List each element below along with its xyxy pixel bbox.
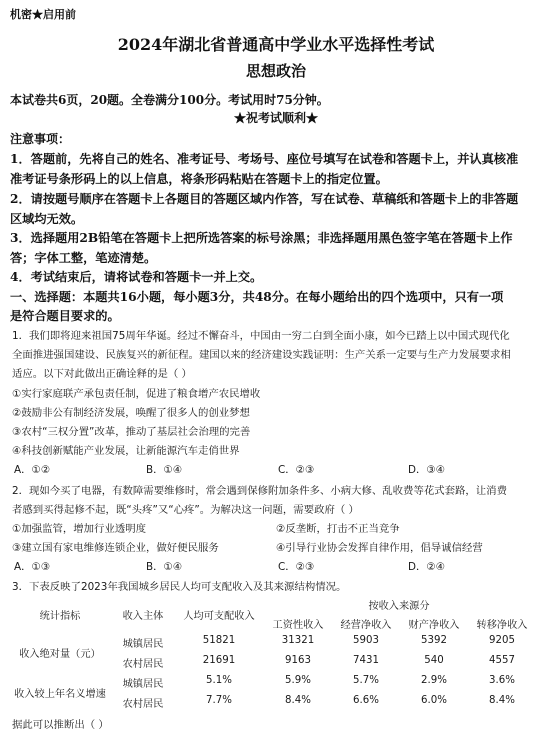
table-group-label: 收入绝对量（元）: [19, 649, 101, 660]
note-line: 2．请按题号顺序在答题卡上各题目的答题区域内作答，写在试卷、草稿纸和答题卡上的非答题: [10, 192, 519, 206]
good-luck-wish: ★祝考试顺利★: [233, 111, 318, 125]
q1-choice-c[interactable]: C．②③: [278, 464, 315, 476]
q2-choice-a[interactable]: A．①③: [14, 561, 51, 573]
q2-choice-b[interactable]: B．①④: [146, 561, 183, 573]
q1-stem: 适应。以下对此做出正确诠释的是（ ）: [12, 368, 192, 380]
table-cell: 31321: [281, 635, 315, 646]
table-cell: 5.7%: [353, 675, 379, 686]
table-cell: 2.9%: [421, 675, 447, 686]
q2-choice-c[interactable]: C．②③: [278, 561, 315, 573]
q1-stem: 全面推进强国建设、民族复兴的新征程。建国以来的经济建设实践证明：生产关系一定要与生产力发展要求相: [12, 349, 511, 361]
table-cell: 5392: [421, 635, 447, 646]
table-cell: 5903: [353, 635, 379, 646]
table-cell: 4557: [489, 655, 515, 666]
table-cell: 7431: [353, 655, 379, 666]
table-cell: 9205: [489, 635, 515, 646]
table-header-stat: 统计指标: [39, 611, 81, 622]
q1-stem: 1．我们即将迎来祖国75周年华诞。经过不懈奋斗，中国由一穷二白到全面小康，如今已踏上以中国式现代化: [12, 330, 510, 342]
note-line: 3．选择题用2B铅笔在答题卡上把所选答案的标号涂黑；非选择题用黑色签字笔在答题卡上作: [10, 231, 513, 245]
q1-item: ③农村“三权分置”改革，推动了基层社会治理的完善: [12, 426, 251, 438]
table-header-by-source: 按收入来源分: [368, 601, 430, 612]
table-header-income: 人均可支配收入: [183, 611, 255, 622]
table-header-source: 转移净收入: [476, 620, 528, 631]
table-header-source: 工资性收入: [272, 620, 324, 631]
section-heading: 一、选择题：本题共16小题，每小题3分，共48分。在每小题给出的四个选项中，只有一项: [10, 290, 504, 304]
note-line: 区域均无效。: [10, 212, 84, 226]
table-cell: 8.4%: [489, 695, 515, 706]
table-cell: 51821: [202, 635, 236, 646]
table-row-subject: 农村居民: [122, 659, 164, 670]
exam-info: 本试卷共6页，20题。全卷满分100分。考试用时75分钟。: [10, 93, 329, 107]
table-header-source: 经营净收入: [340, 620, 392, 631]
q1-item: ①实行家庭联产承包责任制，促进了粮食增产农民增收: [12, 388, 261, 400]
section-heading-cont: 是符合题目要求的。: [10, 309, 120, 323]
table-cell: 7.7%: [206, 695, 232, 706]
q2-stem: 2．现如今买了电器，有数障需要维修时，常会遇到保修附加条件多、小病大修、乱收费等花式套路，让消费: [12, 485, 507, 497]
q3-tail: 据此可以推断出（ ）: [12, 719, 109, 731]
note-line: 答；字体工整，笔迹清楚。: [10, 251, 157, 265]
table-header-source: 财产净收入: [408, 620, 460, 631]
q1-item: ②鼓励非公有制经济发展，唤醒了很多人的创业梦想: [12, 407, 250, 419]
table-cell: 8.4%: [285, 695, 311, 706]
table-cell: 6.6%: [353, 695, 379, 706]
table-row-subject: 城镇居民: [122, 679, 164, 690]
q3-stem: 3．下表反映了2023年我国城乡居民人均可支配收入及其来源结构情况。: [12, 581, 347, 593]
table-group-label: 收入较上年名义增速: [14, 689, 106, 700]
q1-choice-d[interactable]: D．③④: [408, 464, 446, 476]
note-line: 准考证号条形码上的以上信息，将条形码粘贴在答题卡上的指定位置。: [10, 172, 388, 186]
exam-title: 2024年湖北省普通高中学业水平选择性考试: [117, 35, 435, 54]
table-cell: 540: [424, 655, 444, 666]
table-cell: 21691: [202, 655, 236, 666]
q2-item: ①加强监管，增加行业透明度: [12, 523, 147, 535]
q2-item: ④引导行业协会发挥自律作用，倡导诚信经营: [276, 542, 483, 554]
q2-item: ③建立国有家电维修连锁企业，做好便民服务: [12, 542, 219, 554]
q1-item: ④科技创新赋能产业发展，让新能源汽车走俏世界: [12, 445, 240, 457]
q2-stem: 者感到买得起修不起，既“头疼”又“心疼”。为解决这一问题，需要政府（ ）: [12, 504, 359, 516]
table-cell: 9163: [285, 655, 311, 666]
table-row-subject: 城镇居民: [122, 639, 164, 650]
q2-item: ②反垄断，打击不正当竞争: [276, 523, 400, 535]
table-header-subject: 收入主体: [122, 611, 164, 622]
note-line: 1．答题前，先将自己的姓名、准考证号、考场号、座位号填写在试卷和答题卡上，并认真核准: [10, 152, 519, 166]
table-cell: 5.1%: [206, 675, 232, 686]
secret-label: 机密★启用前: [10, 8, 76, 21]
table-cell: 5.9%: [285, 675, 311, 686]
subject-title: 思想政治: [245, 62, 306, 80]
q1-choice-b[interactable]: B．①④: [146, 464, 183, 476]
q1-choice-a[interactable]: A．①②: [14, 464, 51, 476]
q2-choice-d[interactable]: D．②④: [408, 561, 446, 573]
table-row-subject: 农村居民: [122, 699, 164, 710]
notes-heading: 注意事项：: [10, 132, 71, 146]
table-cell: 6.0%: [421, 695, 447, 706]
note-line: 4．考试结束后，请将试卷和答题卡一并上交。: [10, 270, 263, 284]
table-cell: 3.6%: [489, 675, 515, 686]
